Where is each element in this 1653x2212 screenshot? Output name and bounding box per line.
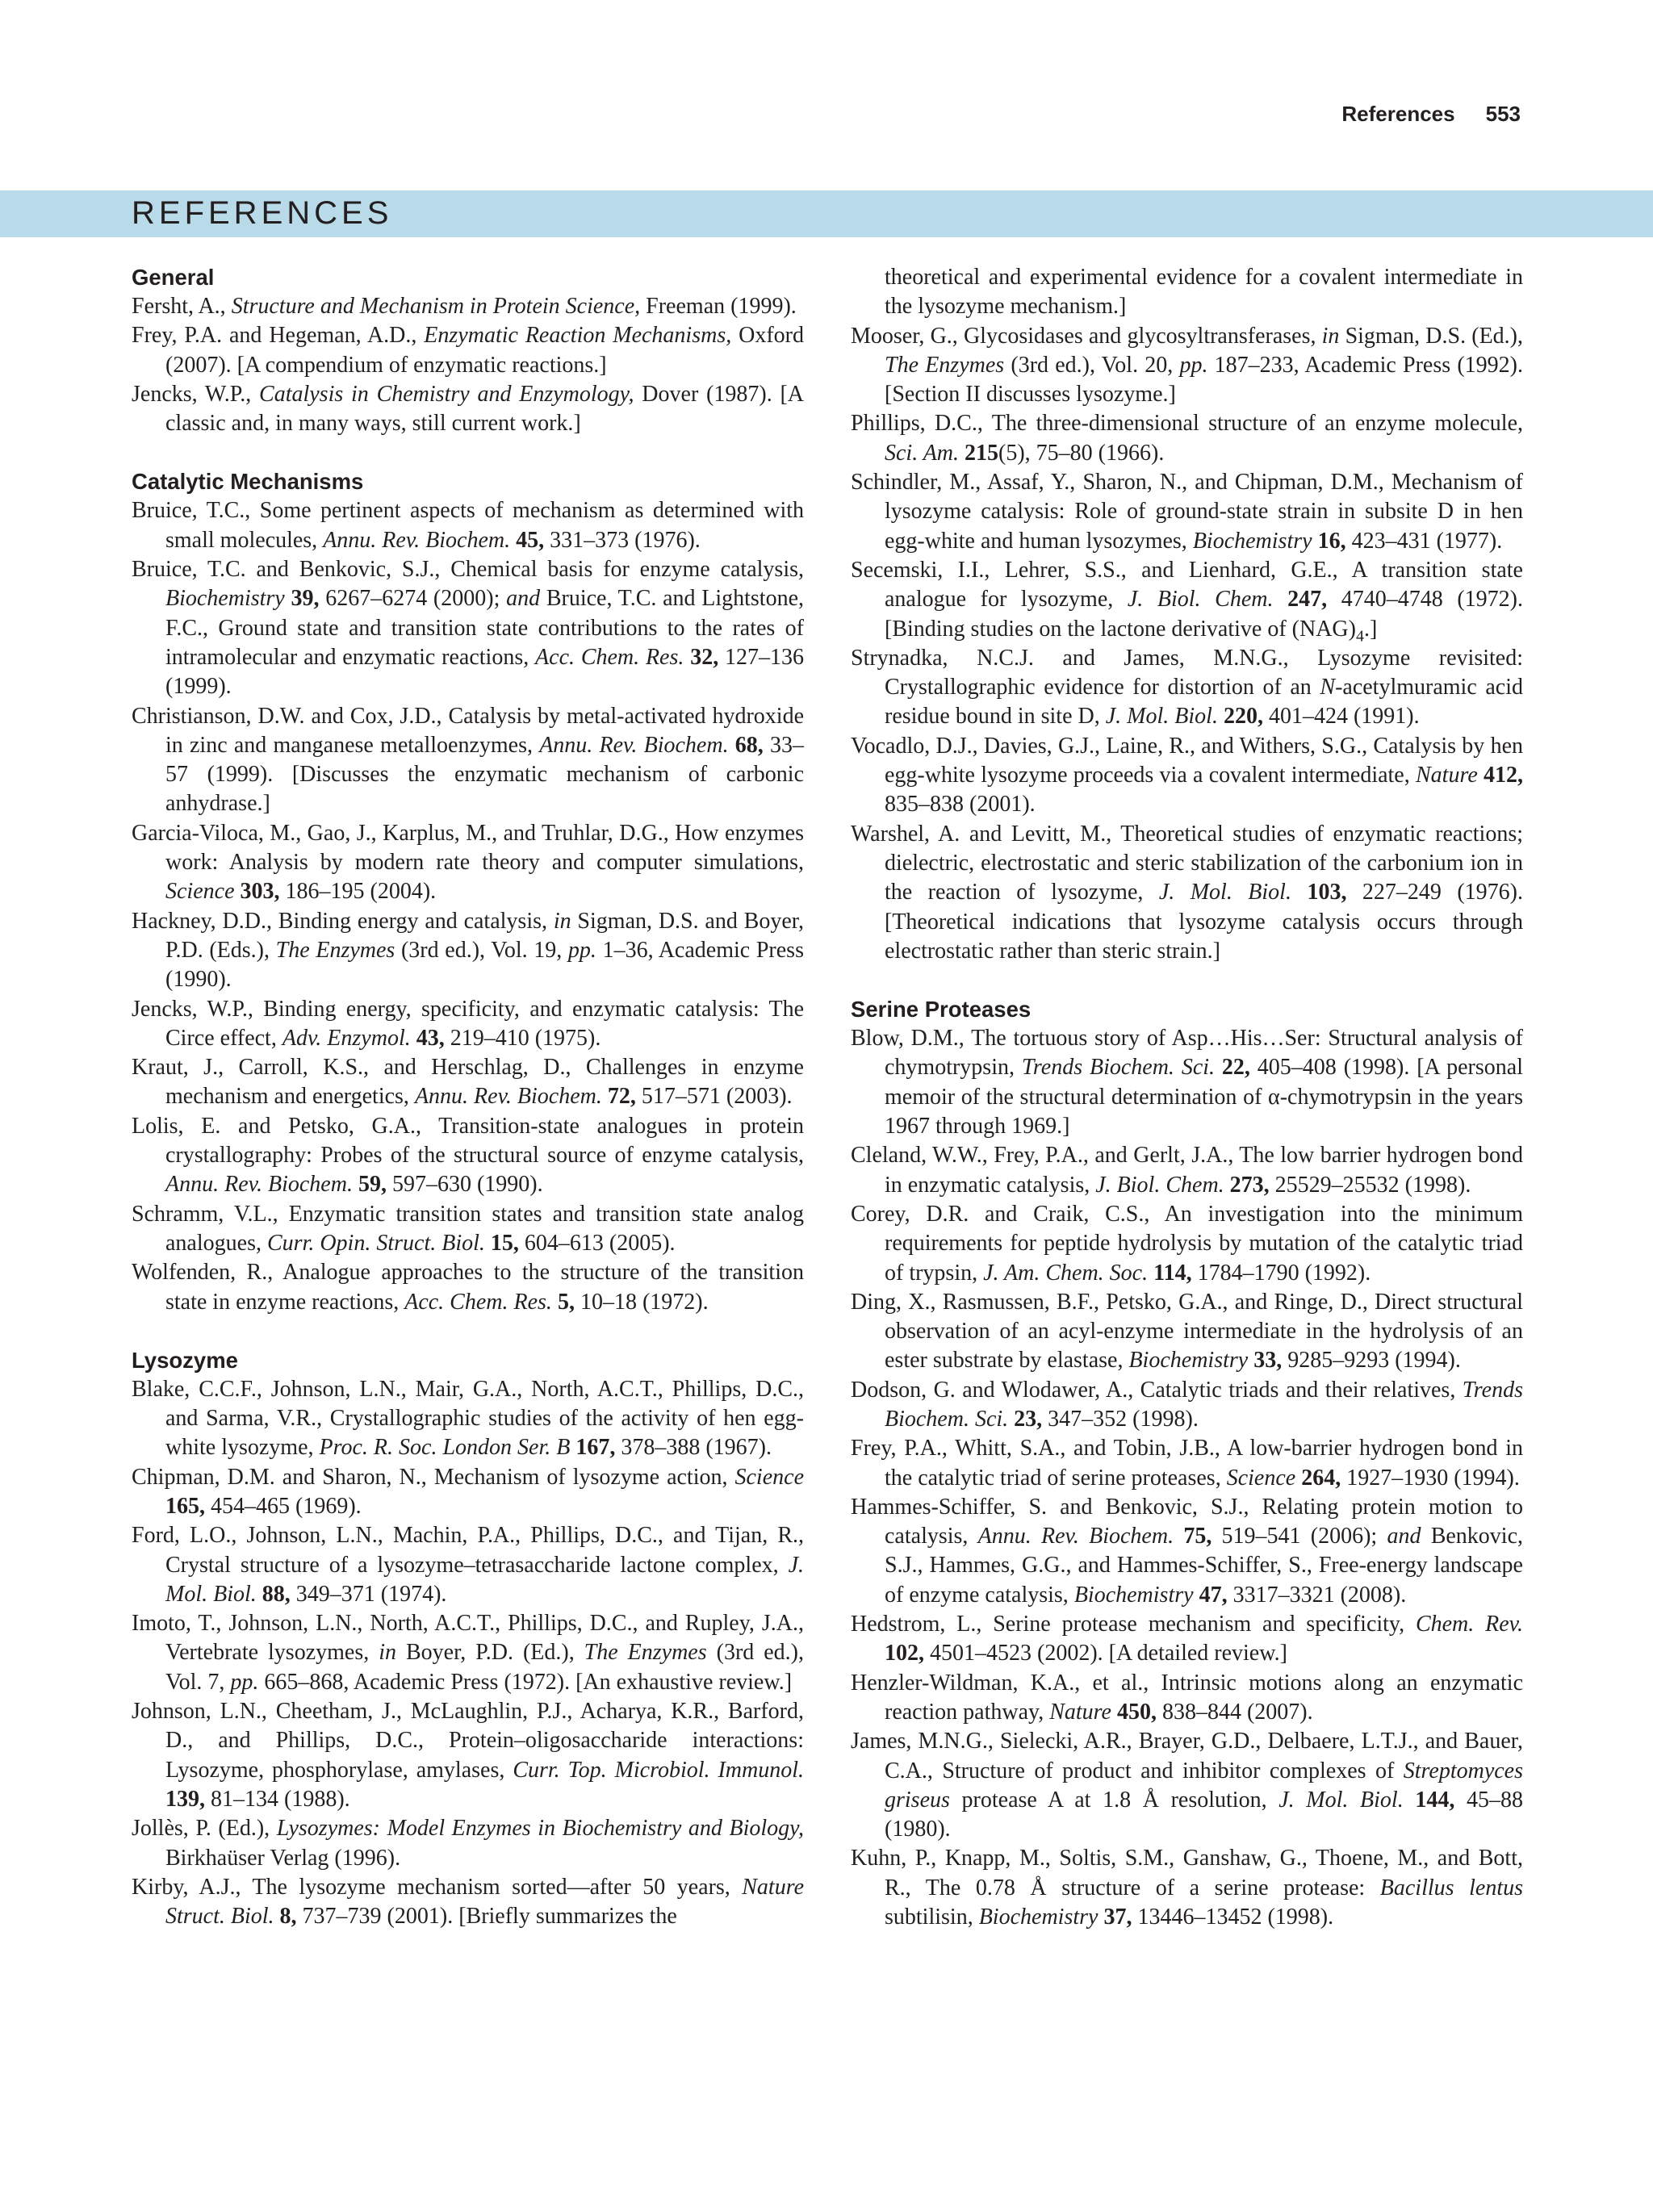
reference-entry [851, 1669, 1523, 1728]
reference-volume: 8, [279, 1904, 297, 1930]
reference-volume: 15, [490, 1230, 519, 1256]
reference-volume: 139, [165, 1786, 205, 1812]
reference-volume: 39, [291, 586, 320, 612]
reference-text: Jencks, W.P., [132, 381, 260, 407]
reference-text [1218, 704, 1224, 729]
reference-entry [851, 1200, 1523, 1288]
reference-text [235, 879, 241, 904]
reference-text: Fersht, A., [132, 294, 232, 319]
reference-entry [851, 732, 1523, 820]
reference-italic-text: J. Mol. Biol. [1158, 880, 1291, 905]
reference-text: Bruice, T.C. and Lightstone, F.C., Ground state and transition state contributions to the rates of intramolecular and enzymatic reactions, [165, 586, 805, 670]
reference-italic-text: Annu. Rev. Biochem. [414, 1084, 602, 1110]
reference-text: 10–18 (1972). [574, 1289, 709, 1315]
reference-continuation [851, 263, 1523, 322]
reference-entry [851, 1493, 1523, 1610]
reference-volume: 37, [1103, 1905, 1132, 1930]
reference-text [1224, 1173, 1230, 1198]
reference-text: Hammes-Schiffer, S. and Benkovic, S.J., Relating protein motion to catalysis, [851, 1494, 1523, 1549]
reference-text: Blake, C.C.F., Johnson, L.N., Mair, G.A., North, A.C.T., Phillips, D.C., and Sarma, V.R., Crystallographic studies of the activity of hen egg-white lysozyme, [132, 1376, 804, 1461]
reference-italic-text: Trends Biochem. Sci. [885, 1377, 1523, 1432]
reference-text: Henzler-Wildman, K.A., et al., Intrinsic motions along an enzymatic reaction pathway, [851, 1670, 1523, 1725]
reference-italic-text: Annu. Rev. Biochem. [539, 732, 729, 758]
reference-volume: 165, [165, 1493, 205, 1519]
reference-text: Schramm, V.L., Enzymatic transition states and transition state analog analogues, [132, 1201, 804, 1256]
reference-volume: 45, [516, 527, 545, 553]
reference-italic-text: The Enzymes [275, 937, 395, 963]
reference-text [1215, 1055, 1222, 1080]
reference-italic-text: Acc. Chem. Res. [404, 1289, 552, 1315]
reference-italic-text: Nature [1049, 1699, 1111, 1725]
reference-italic-text: Sci. Am. [885, 440, 960, 466]
reference-text: -acetylmuramic acid residue bound in site D, [885, 675, 1523, 730]
section-gap [132, 1317, 804, 1346]
reference-text [1478, 763, 1484, 788]
reference-volume: 102, [885, 1641, 924, 1666]
reference-text: 127–136 (1999). [165, 644, 805, 700]
reference-text: 519–541 (2006); [1212, 1524, 1387, 1549]
reference-text: Chipman, D.M. and Sharon, N., Mechanism of lysozyme action, [132, 1464, 735, 1490]
section-heading: Serine Proteases [851, 997, 1032, 1022]
section-gap [132, 438, 804, 467]
reference-entry [132, 321, 804, 380]
reference-text: 347–352 (1998). [1042, 1406, 1199, 1432]
reference-text [1194, 1583, 1199, 1608]
reference-italic-text: Acc. Chem. Res. [535, 644, 684, 670]
reference-text: 3317–3321 (2008). [1227, 1582, 1407, 1608]
reference-volume: 114, [1153, 1260, 1192, 1286]
reference-italic-text: J. Biol. Chem. [1095, 1172, 1224, 1198]
reference-text: Frey, P.A. and Hegeman, A.D., [132, 323, 425, 349]
reference-volume: 33, [1253, 1348, 1283, 1374]
reference-entry [132, 496, 804, 555]
reference-volume: 68, [734, 732, 764, 758]
reference-text: 1–36, Academic Press (1990). [165, 937, 804, 993]
reference-entry [851, 1727, 1523, 1844]
reference-text: Imoto, T., Johnson, L.N., North, A.C.T., Phillips, D.C., and Rupley, J.A., Vertebrate lysozymes, [132, 1611, 804, 1666]
reference-text [1291, 880, 1307, 905]
reference-text: 349–371 (1974). [290, 1581, 447, 1607]
reference-italic-text: Curr. Opin. Struct. Biol. [266, 1230, 485, 1256]
reference-text: James, M.N.G., Sielecki, A.R., Brayer, G.D., Delbaere, L.T.J., and Bauer, C.A., Structure of product and inhibitor complexes of [851, 1729, 1523, 1783]
reference-italic-text: J. Am. Chem. Soc. [983, 1260, 1149, 1286]
reference-text: Ford, L.O., Johnson, L.N., Machin, P.A., Phillips, D.C., and Tijan, R., Crystal structure of a lysozyme–tetrasaccharide lactone complex, [132, 1523, 804, 1578]
reference-text: Schindler, M., Assaf, Y., Sharon, N., and Chipman, D.M., Mechanism of lysozyme catalysis: Role of ground-state strain in subsite D in hen egg-white and human lysozymes, [851, 470, 1523, 554]
page-number: 553 [1485, 102, 1521, 126]
reference-italic-text: Structure and Mechanism in Protein Science, [231, 294, 641, 319]
reference-entry [132, 995, 804, 1054]
reference-entry [132, 1200, 804, 1259]
reference-text: Hackney, D.D., Binding energy and catalysis, [132, 908, 554, 934]
reference-entry [132, 702, 804, 819]
reference-italic-text: Biochemistry [1192, 528, 1312, 554]
reference-italic-text: Trends Biochem. Sci. [1021, 1055, 1216, 1081]
reference-volume: 5, [557, 1289, 575, 1315]
reference-italic-text: Science [734, 1464, 804, 1490]
reference-entry [132, 1873, 804, 1932]
reference-text: 4501–4523 (2002). [A detailed review.] [924, 1641, 1287, 1666]
reference-text: 13446–13452 (1998). [1132, 1905, 1334, 1930]
reference-italic-text: Curr. Top. Microbiol. Immunol. [513, 1757, 804, 1783]
section-title-band [0, 190, 1653, 237]
reference-volume: 215 [965, 440, 999, 466]
reference-volume: 75, [1183, 1524, 1212, 1549]
reference-text: Blow, D.M., The tortuous story of Asp…His…Ser: Structural analysis of chymotrypsin, [851, 1026, 1523, 1081]
reference-text: Birkhaüser Verlag (1996). [165, 1845, 401, 1871]
reference-italic-text: J. Biol. Chem. [1127, 587, 1274, 613]
reference-text: 423–431 (1977). [1345, 528, 1503, 554]
reference-italic-text: Adv. Enzymol. [282, 1025, 411, 1051]
reference-italic-text: Enzymatic Reaction Mechanisms, [424, 323, 732, 349]
reference-text: (3rd ed.), Vol. 7, [165, 1640, 805, 1695]
reference-text: 187–233, Academic Press (1992). [Section II discusses lysozyme.] [885, 352, 1523, 408]
reference-entry [851, 1434, 1523, 1493]
reference-italic-text: Catalysis in Chemistry and Enzymology, [259, 381, 634, 407]
reference-text [1274, 587, 1288, 612]
reference-volume: 16, [1317, 528, 1346, 554]
reference-text: Dodson, G. and Wlodawer, A., Catalytic triads and their relatives, [851, 1377, 1463, 1403]
reference-text: 331–373 (1976). [544, 527, 701, 553]
reference-text: 665–868, Academic Press (1972). [An exhaustive review.] [258, 1669, 793, 1695]
running-head-section: References [1341, 102, 1455, 126]
reference-text: 835–838 (2001). [885, 792, 1036, 817]
reference-text: Strynadka, N.C.J. and James, M.N.G., Lysozyme revisited: Crystallographic evidence for distortion of an [851, 645, 1523, 700]
reference-text: Christianson, D.W. and Cox, J.D., Catalysis by metal-activated hydroxide in zinc and manganese metalloenzymes, [132, 703, 804, 758]
reference-text [257, 1582, 262, 1607]
reference-text: Dover (1987). [A classic and, in many ways, still current work.] [165, 381, 805, 437]
reference-italic-text: Bacillus lentus [1379, 1875, 1523, 1900]
reference-entry [851, 1141, 1523, 1200]
reference-italic-text: Streptomyces griseus [885, 1758, 1523, 1813]
reference-volume: 59, [358, 1172, 387, 1198]
reference-text: Freeman (1999). [640, 294, 797, 319]
section-heading: Catalytic Mechanisms [132, 469, 364, 495]
reference-text: Wolfenden, R., Analogue approaches to the structure of the transition state in enzyme reactions, [132, 1260, 804, 1315]
section-heading: Lysozyme [132, 1347, 238, 1373]
reference-text: 378–388 (1967). [615, 1435, 772, 1461]
page-title: REFERENCES [132, 195, 393, 231]
reference-text [1111, 1700, 1117, 1725]
reference-text: Vocadlo, D.J., Davies, G.J., Laine, R., and Withers, S.G., Catalysis by hen egg-white lysozyme proceeds via a covalent intermediate, [851, 733, 1523, 788]
reference-volume: 72, [607, 1084, 636, 1110]
reference-text: protease A at 1.8 Å resolution, [949, 1787, 1279, 1813]
reference-text: (3rd ed.), Vol. 20, [1004, 352, 1180, 378]
reference-text: 401–424 (1991). [1262, 704, 1420, 730]
reference-text: Boyer, P.D. (Ed.), [396, 1640, 584, 1666]
reference-italic-text: Lysozymes: Model Enzymes in Biochemistry and Biology, [276, 1816, 805, 1842]
reference-entry [132, 1609, 804, 1697]
reference-italic-text: pp. [567, 937, 596, 963]
reference-italic-text: Proc. R. Soc. London Ser. B [319, 1435, 571, 1461]
reference-text: Cleland, W.W., Frey, P.A., and Gerlt, J.A., The low barrier hydrogen bond in enzymatic catalysis, [851, 1143, 1523, 1198]
reference-volume: 22, [1221, 1055, 1250, 1081]
reference-text: 6267–6274 (2000); [319, 586, 507, 612]
reference-italic-text: in [1321, 323, 1340, 349]
reference-italic-text: Biochemistry [1128, 1348, 1249, 1374]
reference-text: 4740–4748 (1972). [Binding studies on the lactone derivative of (NAG) [885, 587, 1523, 642]
reference-entry [132, 1814, 804, 1873]
reference-text: Jollès, P. (Ed.), [132, 1816, 277, 1842]
reference-volume: 23, [1014, 1406, 1043, 1432]
reference-text [1174, 1524, 1183, 1549]
reference-entry [851, 322, 1523, 410]
reference-entry [851, 644, 1523, 732]
reference-text: .] [1363, 616, 1378, 642]
reference-text [602, 1084, 608, 1109]
reference-entry [132, 1112, 804, 1200]
reference-entry [851, 1024, 1523, 1141]
reference-volume: 450, [1116, 1699, 1157, 1725]
reference-entry [132, 380, 804, 439]
reference-entry [851, 1376, 1523, 1435]
reference-italic-text: The Enzymes [885, 352, 1005, 378]
reference-text: 604–613 (2005). [518, 1230, 676, 1256]
reference-volume: 103, [1307, 880, 1347, 905]
reference-text [552, 1290, 558, 1315]
reference-text: 517–571 (2003). [635, 1084, 793, 1110]
reference-volume: 47, [1199, 1582, 1228, 1608]
reference-volume: 220, [1223, 704, 1263, 730]
reference-italic-text: Annu. Rev. Biochem. [165, 1172, 353, 1198]
reference-text: 597–630 (1990). [386, 1172, 543, 1198]
reference-text: Secemski, I.I., Lehrer, S.S., and Lienhard, G.E., A transition state analogue for lysozyme, [851, 557, 1523, 613]
reference-text: Oxford (2007). [A compendium of enzymatic reactions.] [165, 323, 804, 378]
section-heading: General [132, 265, 215, 290]
reference-text [485, 1231, 491, 1256]
reference-italic-text: The Enzymes [584, 1640, 707, 1666]
reference-entry [851, 409, 1523, 468]
reference-text: Kraut, J., Carroll, K.S., and Herschlag, D., Challenges in enzyme mechanism and energetics, [132, 1055, 804, 1110]
reference-italic-text: Biochemistry [1073, 1582, 1194, 1608]
reference-text: 45–88 (1980). [885, 1787, 1524, 1842]
reference-text: theoretical and experimental evidence for a covalent intermediate in the lysozyme mechanism.] [885, 265, 1523, 320]
reference-subscript: 4 [1355, 627, 1364, 646]
reference-volume: 32, [690, 644, 719, 670]
reference-text: Kuhn, P., Knapp, M., Soltis, S.M., Ganshaw, G., Thoene, M., and Bott, R., The 0.78 Å structure of a serine protease: [851, 1846, 1523, 1900]
reference-text: Jencks, W.P., Binding energy, specificity, and enzymatic catalysis: The Circe effect, [132, 996, 804, 1051]
reference-text: Bruice, T.C., Some pertinent aspects of mechanism as determined with small molecules, [132, 498, 804, 553]
reference-italic-text: Nature [1416, 763, 1478, 788]
reference-volume: 167, [575, 1435, 616, 1461]
reference-text: Johnson, L.N., Cheetham, J., McLaughlin, P.J., Acharya, K.R., Barford, D., and Phillips, D.C., Protein–oligosaccharide interactions: Lysozyme, phosphorylase, amylases, [132, 1699, 804, 1783]
reference-italic-text: Science [165, 879, 235, 905]
reference-text [959, 441, 965, 466]
reference-italic-text: Chem. Rev. [1415, 1612, 1523, 1637]
reference-volume: 43, [416, 1025, 445, 1051]
reference-text: (3rd ed.), Vol. 19, [395, 937, 568, 963]
reference-text: subtilisin, [885, 1905, 979, 1930]
reference-entry [851, 1844, 1523, 1932]
right-column [851, 263, 1523, 1932]
reference-text: 186–195 (2004). [279, 879, 437, 905]
left-column [132, 263, 804, 1931]
reference-entry [132, 1697, 804, 1814]
reference-italic-text: and [506, 586, 541, 612]
reference-text: Ding, X., Rasmussen, B.F., Petsko, G.A., and Ringe, D., Direct structural observation of an acyl-enzyme intermediate in the hydrolysis of an ester substrate by elastase, [851, 1289, 1523, 1374]
reference-text: 454–465 (1969). [205, 1493, 362, 1519]
reference-italic-text: and [1387, 1524, 1421, 1549]
reference-text: Garcia-Viloca, M., Gao, J., Karplus, M., and Truhlar, D.G., How enzymes work: Analysis by modern rate theory and computer simulations, [132, 820, 804, 876]
reference-entry [851, 556, 1523, 644]
reference-text: Bruice, T.C. and Benkovic, S.J., Chemical basis for enzyme catalysis, [132, 557, 804, 583]
reference-text [411, 1026, 416, 1051]
reference-entry [851, 820, 1523, 966]
reference-text [729, 733, 735, 758]
reference-entry [132, 1258, 804, 1317]
reference-volume: 88, [262, 1581, 291, 1607]
reference-volume: 247, [1287, 587, 1328, 613]
reference-entry [851, 1610, 1523, 1669]
reference-text: Mooser, G., Glycosidases and glycosyltransferases, [851, 323, 1322, 349]
reference-text: Frey, P.A., Whitt, S.A., and Tobin, J.B., A low-barrier hydrogen bond in the catalytic triad of serine proteases, [851, 1436, 1523, 1491]
reference-text: (5), 75–80 (1966). [998, 440, 1165, 466]
reference-italic-text: Annu. Rev. Biochem. [977, 1524, 1174, 1549]
reference-italic-text: Biochemistry [165, 586, 285, 612]
reference-italic-text: Science [1226, 1465, 1296, 1491]
reference-text: 737–739 (2001). [Briefly summarizes the [296, 1904, 677, 1930]
reference-text: Kirby, A.J., The lysozyme mechanism sorted—after 50 years, [132, 1874, 743, 1900]
reference-text: Benkovic, S.J., Hammes, G.G., and Hammes-Schiffer, S., Free-energy landscape of enzyme catalysis, [885, 1524, 1523, 1608]
reference-text: Lolis, E. and Petsko, G.A., Transition-state analogues in protein crystallography: Probes of the structural source of enzyme catalysis, [132, 1113, 804, 1169]
reference-text: 33–57 (1999). [Discusses the enzymatic mechanism of carbonic anhydrase.] [165, 732, 805, 817]
reference-italic-text: J. Mol. Biol. [165, 1552, 804, 1607]
reference-text [1312, 529, 1318, 554]
reference-italic-text: N [1320, 675, 1336, 700]
reference-text: Warshel, A. and Levitt, M., Theoretical studies of enzymatic reactions; dielectric, electrostatic and steric stabilization of the carbonium ion in the reaction of lysozyme, [851, 821, 1523, 905]
section-gap [851, 966, 1523, 995]
reference-italic-text: in [379, 1640, 396, 1666]
reference-volume: 412, [1484, 763, 1524, 788]
reference-italic-text: in [553, 908, 571, 934]
reference-italic-text: pp. [230, 1669, 259, 1695]
reference-text: 227–249 (1976). [Theoretical indications that lysozyme catalysis occurs through electrostatic rather than steric strain.] [885, 880, 1524, 964]
reference-italic-text: Nature Struct. Biol. [165, 1874, 804, 1930]
reference-text: 219–410 (1975). [444, 1025, 601, 1051]
reference-text: 405–408 (1998). [A personal memoir of the structural determination of α-chymotrypsin in the years 1967 through 1969.] [885, 1055, 1523, 1139]
reference-text: Sigman, D.S. and Boyer, P.D. (Eds.), [165, 908, 804, 963]
reference-entry [132, 292, 804, 321]
reference-entry [132, 1053, 804, 1112]
reference-text: 81–134 (1988). [205, 1786, 350, 1812]
reference-text [353, 1172, 358, 1197]
reference-volume: 303, [240, 879, 280, 905]
reference-text [1404, 1788, 1416, 1813]
reference-entry [132, 1375, 804, 1463]
reference-italic-text: J. Mol. Biol. [1105, 704, 1218, 730]
reference-text: 1927–1930 (1994). [1341, 1465, 1520, 1491]
reference-text: 9285–9293 (1994). [1282, 1348, 1461, 1374]
reference-entry [132, 555, 804, 701]
reference-italic-text: Annu. Rev. Biochem. [323, 527, 511, 553]
reference-italic-text: J. Mol. Biol. [1278, 1787, 1404, 1813]
reference-text: 838–844 (2007). [1156, 1699, 1313, 1725]
reference-entry [132, 907, 804, 995]
reference-volume: 144, [1415, 1787, 1455, 1813]
reference-entry [132, 1521, 804, 1609]
reference-text [274, 1904, 280, 1929]
reference-text: Hedstrom, L., Serine protease mechanism and specificity, [851, 1612, 1416, 1637]
reference-italic-text: Biochemistry [978, 1905, 1099, 1930]
reference-entry [851, 1288, 1523, 1376]
reference-entry [132, 1463, 804, 1522]
reference-text: 1784–1790 (1992). [1191, 1260, 1371, 1286]
reference-italic-text: pp. [1179, 352, 1208, 378]
reference-entry [132, 819, 804, 907]
reference-text: Corey, D.R. and Craik, C.S., An investigation into the minimum requirements for peptide hydrolysis by mutation of the catalytic triad of trypsin, [851, 1201, 1523, 1286]
reference-volume: 264, [1301, 1465, 1341, 1491]
reference-entry [851, 468, 1523, 556]
reference-volume: 273, [1229, 1172, 1270, 1198]
reference-text: Sigman, D.S. (Ed.), [1339, 323, 1523, 349]
running-head [1341, 102, 1521, 127]
reference-text: 25529–25532 (1998). [1269, 1172, 1471, 1198]
reference-text: Phillips, D.C., The three-dimensional structure of an enzyme molecule, [851, 411, 1523, 437]
